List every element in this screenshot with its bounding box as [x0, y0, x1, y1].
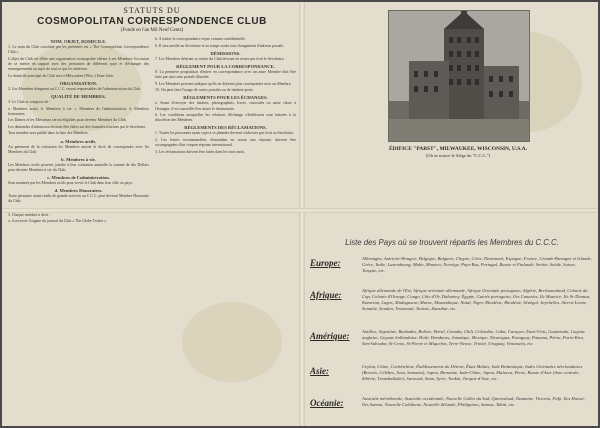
- statute-paragraph: b. A traiter la correspondance reçue comme confidentielle.: [155, 37, 246, 41]
- statute-paragraph: 6. Il sera notifié au Secrétaire et au temps voulu tout changement d'adresse postale.: [155, 43, 285, 48]
- section-heading: b. Membres à vie.: [61, 156, 96, 162]
- statute-paragraph: Toute personne ayant rendu de grands services au C.C.C. peut devenir Membre Honoraire du Club.: [8, 194, 149, 204]
- continent-row-europe: [310, 256, 592, 274]
- building-caption: ÉDIFICE "PABST", MILWAUKEE, WISCONSIN, U.S.A.: [388, 146, 528, 152]
- continent-countries: Ceylan, Chine, Cochinchine, Établissements du Détroit, États Malais, Inde Britannique, Indes Orientales néerlandaises (Bornéo, Célèbes, Java, Sumatra), Japon, Birmanie, Indo-Chine, Japon, Malacca, Perse, Russie d'Asie (Asie centrale, Sibérie, Transbaïkalie), Sarawak, Siam, Syrie, Tonkin, Turquie d'Asie, etc.: [362, 364, 583, 381]
- statutes-column-1: [8, 37, 149, 226]
- header-top: STATUTS DU: [123, 6, 181, 15]
- fold-vertical: [299, 2, 305, 426]
- statute-paragraph: 3. Le Club se compose de :: [8, 99, 51, 104]
- continent-name: Europe:: [310, 258, 341, 268]
- statute-paragraph: b. Les conditions auxquelles les relations d'échange s'établissent sont laissées à la discrétion des Membres.: [155, 113, 296, 123]
- statute-paragraph: 2. Les lettres recommandées, demandant en retour une réponse, doivent être accompagnées d'un coupon-réponse international.: [155, 138, 296, 148]
- section-heading: RÈGLEMENT POUR LA CORRESPONDANCE.: [176, 63, 275, 69]
- statute-paragraph: 9. Les Membres peuvent indiquer qu'ils ne désirent plus correspondre avec un Membre.: [155, 81, 292, 86]
- continent-name: Afrique:: [310, 290, 342, 300]
- section-heading: c. Membres de l'administration.: [47, 175, 110, 181]
- continent-row-oceanie: [310, 396, 592, 408]
- statute-paragraph: 1. Le nom du Club constitué par les présentes est « The Cosmopolitan Correspondence Club ».: [8, 45, 149, 55]
- countries-list-title: Liste des Pays où se trouvent répartis les Membres du C.C.C.: [345, 238, 559, 247]
- section-heading: RÈGLEMENTS DES RÉCLAMATIONS.: [184, 125, 267, 131]
- section-heading: a. Membres actifs.: [60, 138, 97, 144]
- statutes-panel: [8, 6, 296, 422]
- statute-paragraph: 1. Toutes les personnes ayant sujet à se plaindre devront s'adresser par écrit au Secrétaire.: [155, 131, 295, 136]
- building-caption-sub: (Où se trouve le Siège du "C.C.C."): [425, 153, 491, 158]
- statute-paragraph: 5. Chaque membre a droit :: [8, 212, 51, 217]
- section-heading: DÉMISSIONS.: [210, 50, 241, 56]
- statute-paragraph: 7. Les Membres désirant se retirer du Club devront en aviser par écrit le Secrétaire.: [155, 56, 285, 61]
- continent-countries: Afrique allemande de l'Est, Afrique orientale allemande, Afrique Orientale portugaise, Algérie, Bechuanaland, Colonie du Cap, Colonie d'Orange, Congo, Côte d'Or, Dahomey, Égypte, Guinée portugaise, Iles Canaries, Ile Maurice, Ile St-Thomas, Kamerun, Lagos, Madagascar, Maroc, Mozambique, Natal, Niger, Rhodésie, Rhodésie, Sénégal, Seychelles, Sierra-Leone, Somalie, Soudan, Transvaal, Tunisie, Zanzibar, etc.: [362, 288, 591, 311]
- continent-name: Amérique:: [310, 331, 350, 341]
- section-heading: NOM, OBJET, DOMICILE.: [50, 39, 107, 44]
- section-heading: d. Membres Honoraires.: [54, 188, 103, 194]
- members-panel: [308, 6, 592, 422]
- continent-row-asie: [310, 364, 592, 382]
- statute-paragraph: Les demandes d'admission devront être faites sur des formules fournies par le Secrétaire.: [8, 124, 147, 129]
- document-page: [2, 2, 598, 426]
- statute-paragraph: Sont nommés par les Membres actifs pour servir le Club dans leur ville ou pays.: [8, 181, 133, 186]
- club-subtitle: (Fondé en l'an Mil Neuf Cents): [120, 28, 184, 33]
- continent-name: Océanie:: [310, 398, 344, 408]
- continent-countries: Australie méridionale, Australie occidentale, Nouvelle Galles du Sud, Queensland, Tasmanie, Victoria, Fidji, Iles Hawaï, Iles Samoa, Nouvelle Calédonie, Nouvelle Zélande, Philippines, Samoa, Tahiti, etc.: [362, 396, 585, 407]
- continent-name: Asie:: [310, 366, 329, 376]
- statute-paragraph: Tout membre sera publié dans la liste des Membres.: [8, 131, 89, 136]
- continent-row-amerique: [310, 329, 592, 347]
- continent-countries: Antilles, Argentine, Barbades, Bolivie, Brésil, Canada, Chili, Colombie, Cuba, Curaçao, Etats-Unis, Guatemala, Guyane anglaise, Guyane hollandaise, Haïti, Honduras, Jamaïque, Mexique, Nicaragua, Paraguay, Panama, Pérou, Porto-Rico, San-Salvador, St-Croix, St-Pierre et Miquelon, Terre-Neuve, Trinité, Uruguay, Venezuela, etc.: [362, 329, 586, 346]
- statute-paragraph: Les Membres actifs peuvent joindre à leur cotisation annuelle la somme de dix Dollars pour devenir Membres à vie du Club.: [8, 162, 149, 172]
- statute-paragraph: a. Avant d'envoyer des timbres, photographies, livres, curiosités ou autre chose à l'étranger, il est conseillé d'en aviser le destinataire.: [155, 101, 296, 111]
- statute-paragraph: 3. Les réclamations doivent être faites dans les trois mois.: [155, 149, 246, 154]
- section-heading: ORGANISATION.: [59, 80, 98, 86]
- club-title: COSMOPOLITAN CORRESPONDENCE CLUB: [37, 16, 267, 27]
- section-heading: QUALITÉ DE MEMBRES.: [51, 93, 106, 99]
- statute-paragraph: Au paiement de la cotisation les Membres auront le droit de correspondre avec les Membres du Club.: [8, 144, 149, 154]
- continent-row-afrique: [310, 288, 592, 312]
- statute-paragraph: 10. On peut faire l'usage de cartes postales ou de timbres-poste.: [155, 88, 254, 93]
- statute-paragraph: Le domicile principal du Club sera à Milwaukee (Wisc.) Etats-Unis.: [8, 73, 115, 78]
- statute-paragraph: 8. La première proposition d'entrer en correspondance avec un autre Membre doit être faite par une carte postale illustrée.: [155, 69, 296, 80]
- statute-paragraph: 2. Les Membres désignent au C.C.C. seront responsables de l'administration du Club.: [8, 86, 141, 91]
- building-photo: [388, 10, 530, 142]
- statute-paragraph: Les Dames et les Messieurs seront éligibles pour devenir Membres du Club.: [8, 118, 127, 123]
- statute-paragraph: a. A recevoir l'organe du journal du Club « The Globe Trotter ».: [8, 219, 108, 224]
- section-heading: RÈGLEMENTS POUR LES ÉCHANGES.: [183, 95, 268, 101]
- pabst-building-image: [389, 11, 529, 141]
- continent-countries: Allemagne, Autriche-Hongrie, Belgique, Bulgarie, Chypre, Crète, Danemark, Espagne, France, Grande-Bretagne et Irlande, Grèce, Italie, Luxembourg, Malte, Monaco, Norvège, Pays-Bas, Portugal, Russie et Finlande, Serbie, Suède, Suisse, Turquie, etc.: [362, 256, 592, 273]
- statute-paragraph: a. Membres actifs. b. Membres à vie. c. Membres de l'administration. d. Membres honoraires.: [8, 106, 149, 116]
- statute-paragraph: L'objet du Club est d'être une organisation cosmopolite offrant à ses Membres l'occasion de se mettre en rapport avec des personnes de différents pays et d'échanger des renseignements au sujet de tout ce qui les intéresse.: [8, 56, 149, 71]
- statutes-column-2: [155, 37, 296, 226]
